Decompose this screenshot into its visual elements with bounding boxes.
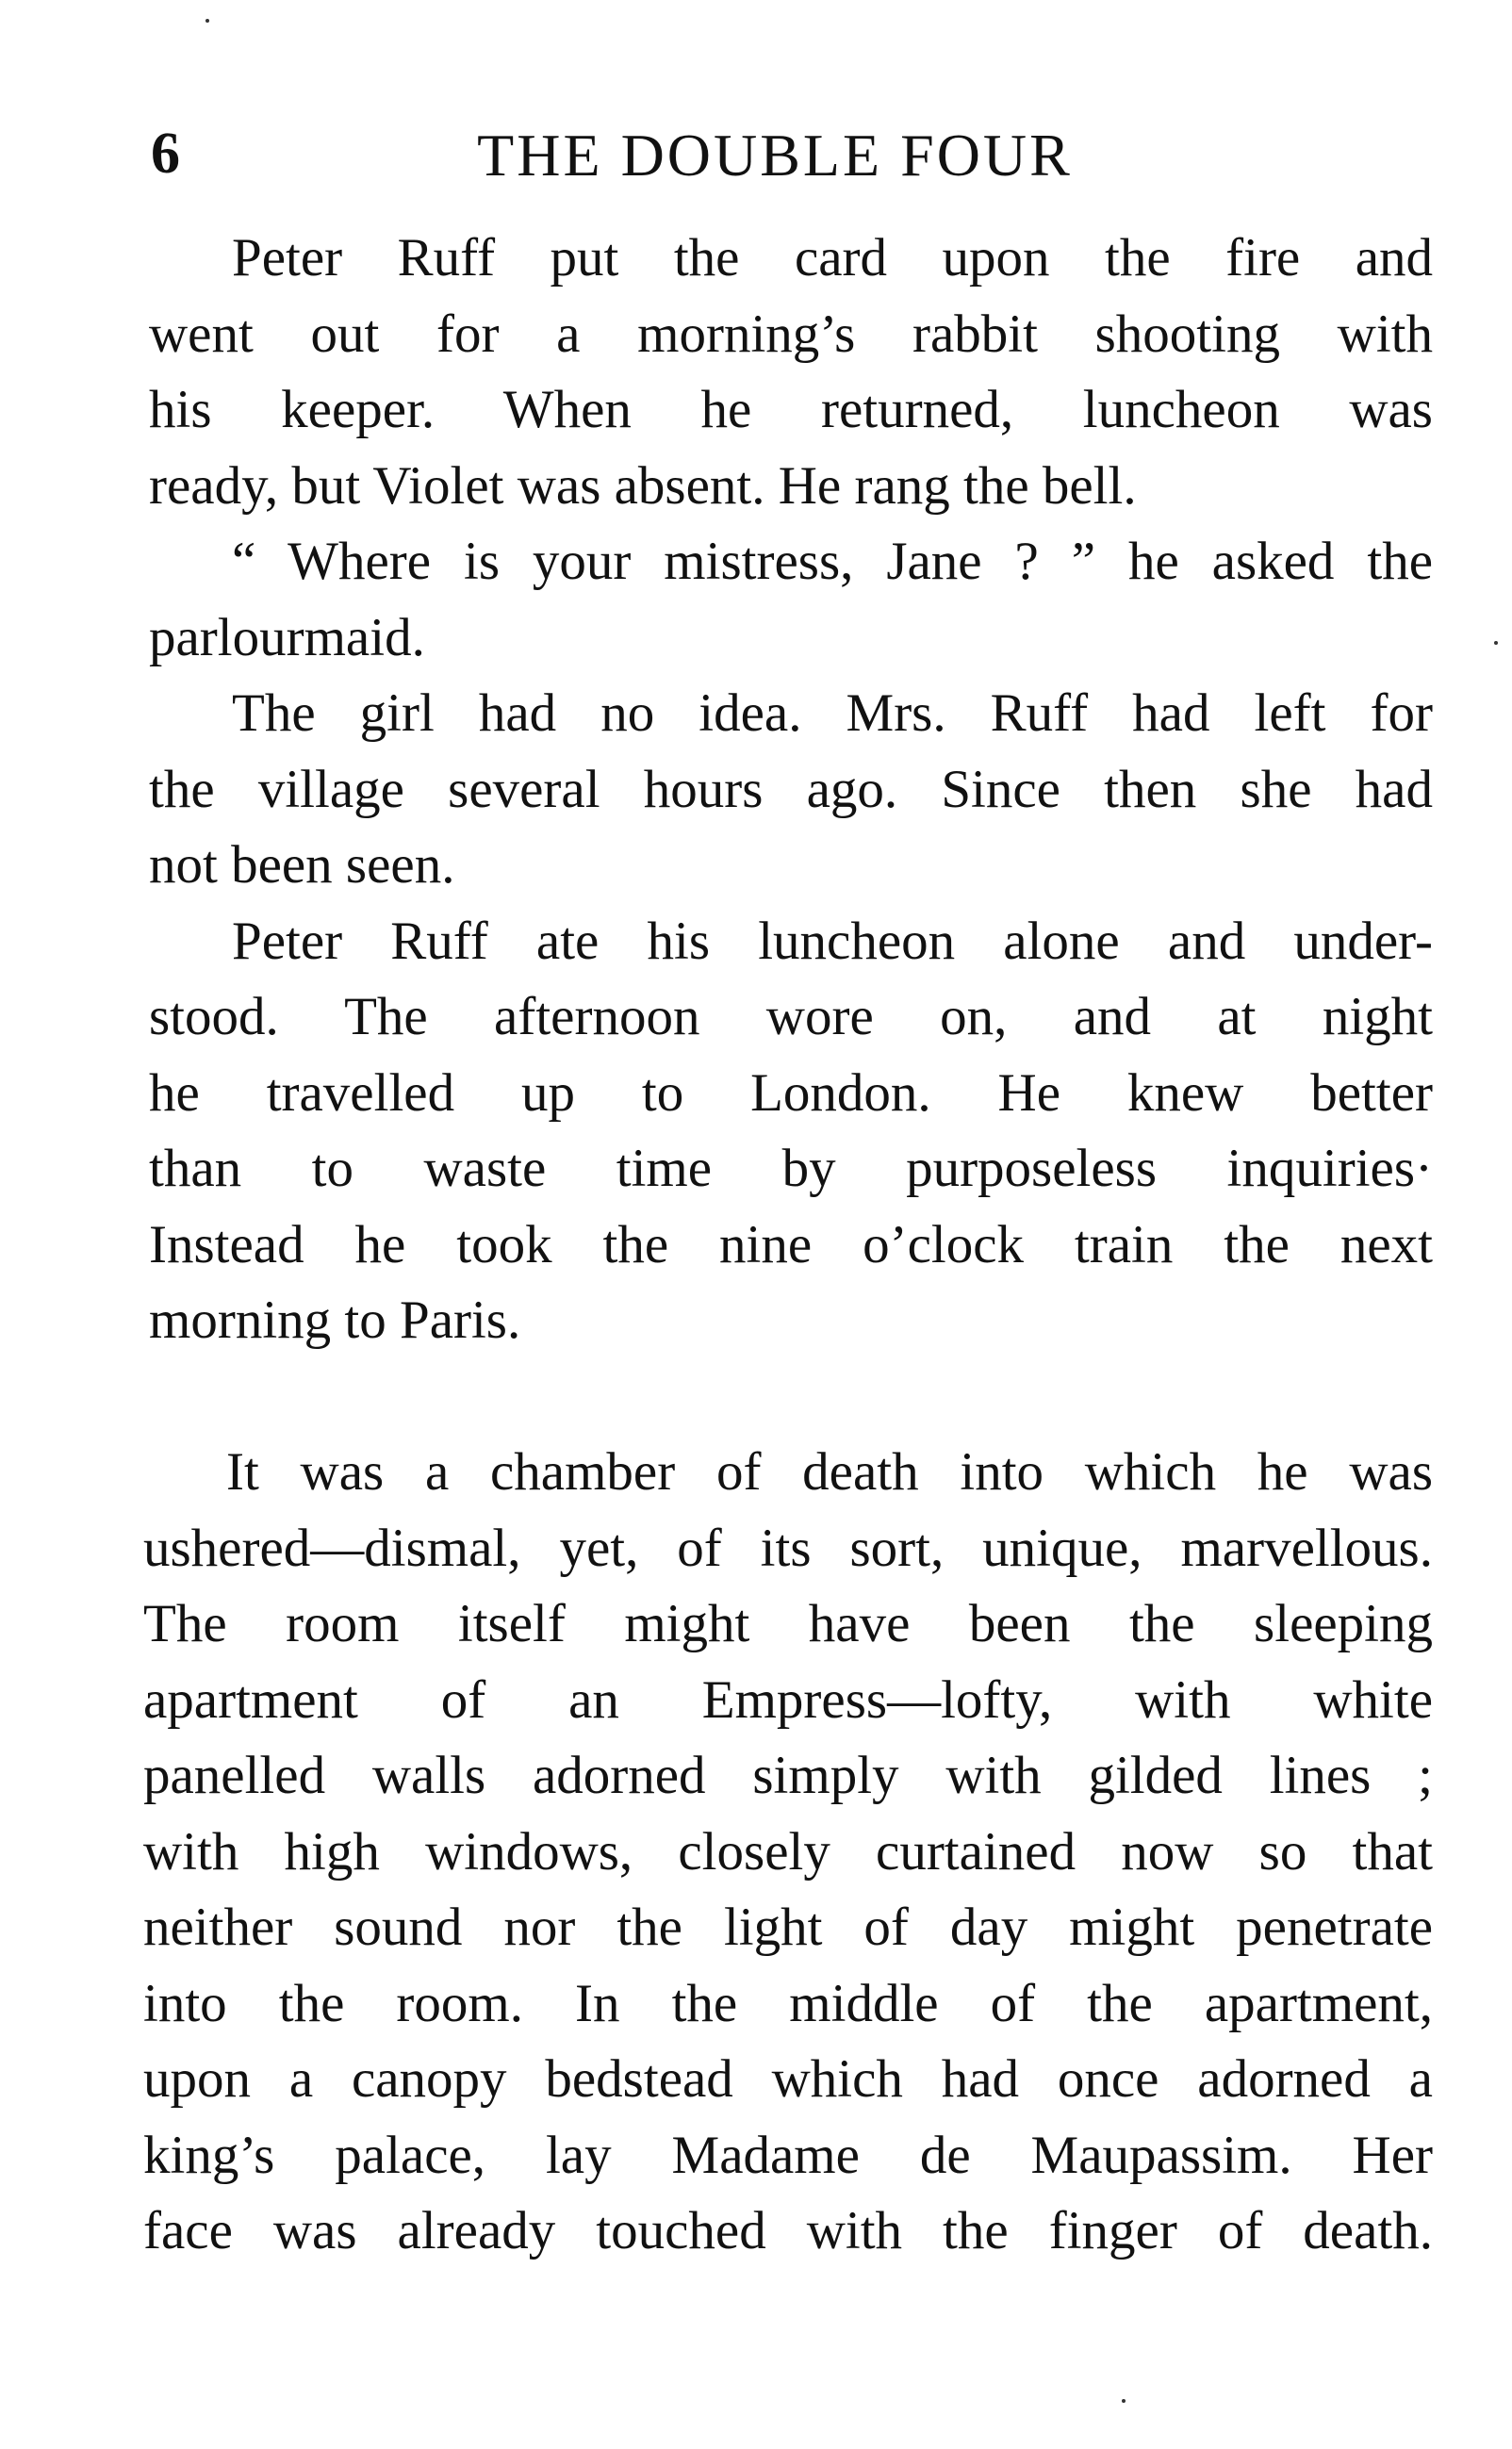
scan-speck bbox=[1122, 2399, 1126, 2403]
text-line: stood. The afternoon wore on, and at night bbox=[149, 987, 1433, 1046]
text-line: morning to Paris. bbox=[149, 1290, 521, 1350]
page-number: 6 bbox=[151, 122, 180, 186]
text-line: into the room. In the middle of the apartment, bbox=[143, 1973, 1433, 2033]
text-line: Peter Ruff ate his luncheon alone and under- bbox=[232, 911, 1433, 971]
text-line: than to waste time by purposeless inquiries· bbox=[149, 1139, 1433, 1198]
text-line: The girl had no idea. Mrs. Ruff had left for bbox=[232, 683, 1433, 743]
scan-speck bbox=[1494, 641, 1498, 645]
text-line: The room itself might have been the sleeping bbox=[143, 1594, 1433, 1653]
text-line: king’s palace, lay Madame de Maupassim. Her bbox=[143, 2125, 1433, 2185]
text-line: Instead he took the nine o’clock train the next bbox=[149, 1214, 1433, 1274]
section-break bbox=[149, 1359, 1433, 1436]
text-line: went out for a morning’s rabbit shooting with bbox=[149, 304, 1433, 364]
text-line: with high windows, closely curtained now so that bbox=[143, 1821, 1433, 1882]
text-line: ready, but Violet was absent. He rang the bell. bbox=[149, 455, 1137, 516]
scan-speck bbox=[205, 19, 209, 23]
text-line: Peter Ruff put the card upon the fire and bbox=[232, 228, 1433, 288]
paragraph bbox=[149, 524, 1433, 676]
body-text bbox=[143, 221, 1433, 2270]
text-line: ushered—dismal, yet, of its sort, unique, marvellous. bbox=[143, 1518, 1433, 1578]
paragraph bbox=[143, 1435, 1433, 2270]
text-line: his keeper. When he returned, luncheon was bbox=[149, 380, 1433, 439]
text-line: It was a chamber of death into which he was bbox=[226, 1442, 1433, 1502]
text-line: panelled walls adorned simply with gilded lines ; bbox=[143, 1746, 1433, 1805]
text-line: “ Where is your mistress, Jane ? ” he asked the bbox=[232, 532, 1433, 591]
paragraph bbox=[149, 221, 1433, 524]
text-line: face was already touched with the finger of death. bbox=[143, 2201, 1433, 2260]
text-line: neither sound nor the light of day might penetrate bbox=[143, 1898, 1433, 1957]
text-line: apartment of an Empress—lofty, with white bbox=[143, 1669, 1433, 1730]
text-line: not been seen. bbox=[149, 835, 455, 895]
paragraph bbox=[149, 676, 1433, 904]
text-line: the village several hours ago. Since then she had bbox=[149, 759, 1433, 819]
running-title: THE DOUBLE FOUR bbox=[477, 122, 1073, 189]
text-line: upon a canopy bedstead which had once adorned a bbox=[143, 2049, 1433, 2109]
paragraph bbox=[149, 904, 1433, 1359]
text-line: parlourmaid. bbox=[149, 607, 425, 667]
text-line: he travelled up to London. He knew better bbox=[149, 1062, 1433, 1123]
